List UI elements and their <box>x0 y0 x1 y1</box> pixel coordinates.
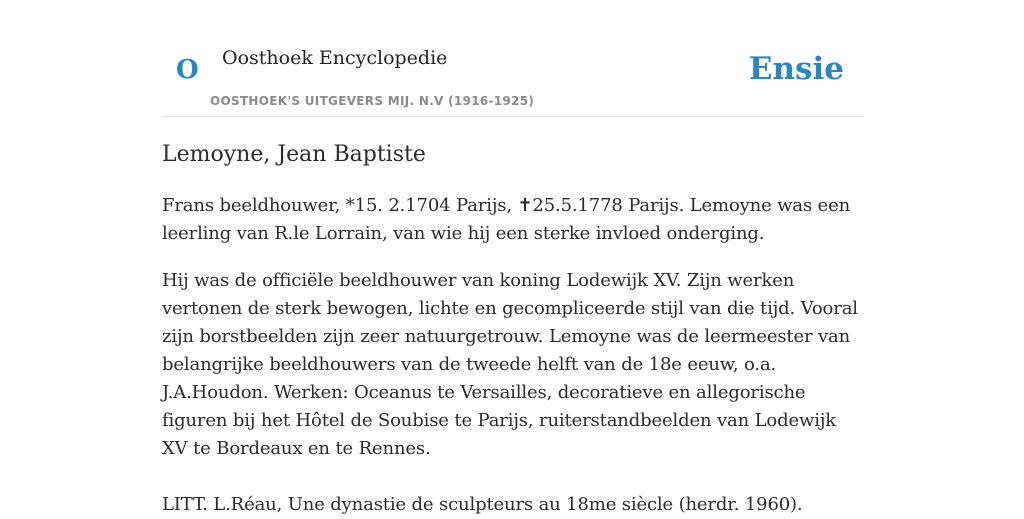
source-publisher: OOSTHOEK'S UITGEVERS MIJ. N.V (1916-1925) <box>210 94 535 108</box>
entry-title: Lemoyne, Jean Baptiste <box>162 142 426 167</box>
entry-paragraph-body: Hij was de officiële beeldhouwer van koning Lodewijk XV. Zijn werken vertonen de sterk bewogen, lichte en gecompliceerde stijl van die tijd. Vooral zijn borstbeelden zijn zeer natuurgetrouw. Lemoyne was de leermeester van belangrijke beeldhouwers van de tweede helft van de 18e eeuw, o.a. J.A.Houdon. Werken: Oceanus te Versailles, decoratieve en allegorische figuren bij het Hôtel de Soubise te Parijs, ruiterstandbeelden van Lodewijk XV te Bordeaux en te Rennes. <box>162 270 858 459</box>
entry-paragraph-literature: LITT. L.Réau, Une dynastie de sculpteurs au 18me siècle (herdr. 1960). <box>162 494 803 515</box>
source-header <box>162 0 862 117</box>
entry-paragraph-intro: Frans beeldhouwer, *15. 2.1704 Parijs, ✝25.5.1778 Parijs. Lemoyne was een leerling van R.le Lorrain, van wie hij een sterke invloed onderging. <box>162 195 851 244</box>
source-logo[interactable]: O <box>176 55 199 85</box>
page <box>162 0 862 519</box>
ensie-brand-link[interactable]: Ensie <box>748 51 844 87</box>
source-title-link[interactable]: Oosthoek Encyclopedie <box>222 47 448 69</box>
